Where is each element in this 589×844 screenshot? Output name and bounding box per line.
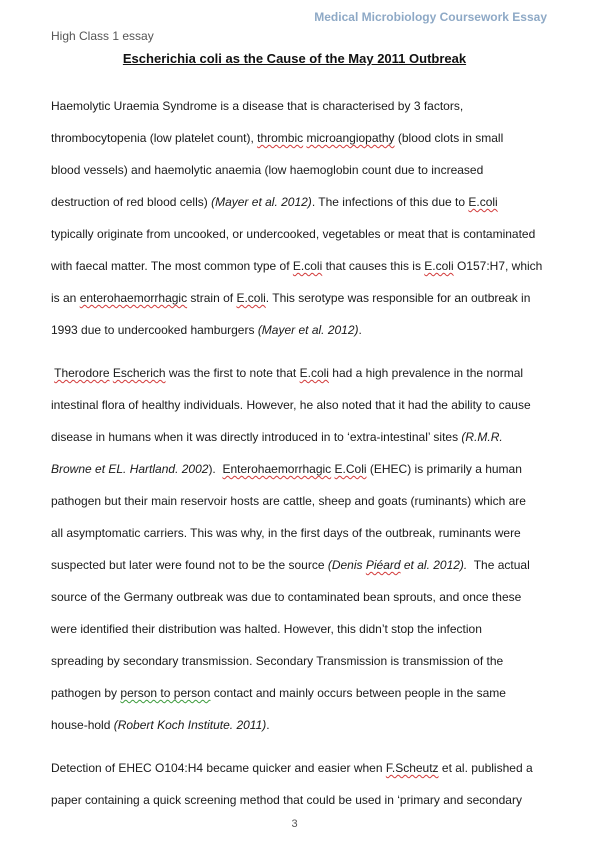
- paragraph-1-line: is an enterohaemorrhagic strain of E.coli. This serotype was responsible for an outbreak in: [51, 291, 531, 305]
- paragraph-1-line: typically originate from uncooked, or undercooked, vegetables or meat that is contaminated: [51, 227, 536, 241]
- citation: (Mayer et al. 2012): [257, 323, 359, 337]
- paragraph-1-line: thrombocytopenia (low platelet count), thrombic microangiopathy (blood clots in small: [51, 131, 504, 145]
- citation: Browne et EL. Hartland. 2002: [51, 462, 209, 476]
- essay-title: Escherichia coli as the Cause of the May 2011 Outbreak: [122, 51, 467, 66]
- citation: (Robert Koch Institute. 2011): [113, 718, 267, 732]
- paragraph-3-line: paper containing a quick screening method that could be used in ‘primary and secondary: [51, 793, 522, 807]
- paragraph-1-line: with faecal matter. The most common type of E.coli that causes this is E.coli O157:H7, which: [51, 259, 543, 273]
- paragraph-2-line: all asymptomatic carriers. This was why, in the first days of the outbreak, ruminants were: [51, 526, 521, 540]
- paragraph-2-line: pathogen by person to person contact and mainly occurs between people in the same: [51, 686, 506, 700]
- paragraph-3-line: Detection of EHEC O104:H4 became quicker and easier when F.Scheutz et al. published a: [51, 761, 533, 775]
- paragraph-2-line: source of the Germany outbreak was due to contaminated bean sprouts, and once these: [51, 590, 522, 604]
- paragraph-2-line: Therodore Escherich was the first to note that E.coli had a high prevalence in the normal: [54, 366, 524, 380]
- paragraph-2-line: spreading by secondary transmission. Secondary Transmission is transmission of the: [51, 654, 504, 668]
- page-number: 3: [291, 818, 298, 830]
- paragraph-1-line: Haemolytic Uraemia Syndrome is a disease that is characterised by 3 factors,: [51, 99, 464, 113]
- paragraph-1-line: destruction of red blood cells) (Mayer et al. 2012). The infections of this due to E.coli: [51, 195, 498, 209]
- citation: et al. 2012).: [400, 558, 468, 572]
- document-header-left: High Class 1 essay: [51, 29, 154, 43]
- paragraph-2-line: pathogen but their main reservoir hosts are cattle, sheep and goats (ruminants) which are: [51, 494, 526, 508]
- paragraph-2-line: house-hold (Robert Koch Institute. 2011).: [51, 718, 270, 732]
- paragraph-1-line: blood vessels) and haemolytic anaemia (low haemoglobin count due to increased: [51, 163, 484, 177]
- paragraph-2-line: intestinal flora of healthy individuals. However, he also noted that it had the ability to cause: [51, 398, 531, 412]
- citation: (R.M.R.: [461, 430, 503, 444]
- paragraph-1-line: 1993 due to undercooked hamburgers (Mayer et al. 2012).: [51, 323, 362, 337]
- paragraph-2-line: Browne et EL. Hartland. 2002). Enterohaemorrhagic E.Coli (EHEC) is primarily a human: [51, 462, 522, 476]
- document-header-right: Medical Microbiology Coursework Essay: [314, 10, 547, 24]
- citation: (Denis: [327, 558, 366, 572]
- paragraph-2-line: suspected but later were found not to be the source (Denis Piéard et al. 2012). The actual: [51, 558, 530, 572]
- paragraph-2-line: were identified their distribution was halted. However, this didn’t stop the infection: [51, 622, 482, 636]
- citation: (Mayer et al. 2012): [211, 195, 312, 209]
- paragraph-2-line: disease in humans when it was directly introduced in to ‘extra-intestinal’ sites (R.M.R.: [51, 430, 503, 444]
